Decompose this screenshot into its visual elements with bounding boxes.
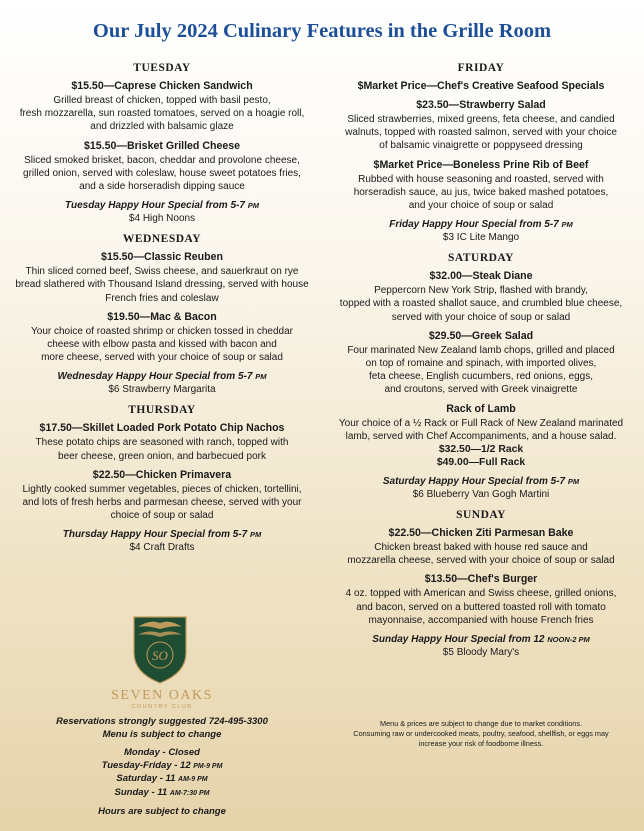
menu-item-description: walnuts, topped with roasted salmon, served with your choice bbox=[345, 127, 617, 139]
menu-item-title: $32.00—Steak Diane bbox=[429, 270, 533, 283]
happy-hour-value: $5 Bloody Mary's bbox=[442, 647, 520, 659]
happy-hour-title bbox=[318, 633, 644, 646]
happy-hour-special bbox=[318, 475, 644, 501]
hours-change-note: Hours are subject to change bbox=[98, 806, 226, 817]
menu-item-description: Peppercorn New York Strip, flashed with brandy, bbox=[374, 285, 588, 297]
menu-item-title: $15.50—Caprese Chicken Sandwich bbox=[71, 80, 253, 92]
day-heading: WEDNESDAY bbox=[122, 233, 202, 246]
menu-item-title: $Market Price—Chef's Creative Seafood Specials bbox=[357, 80, 605, 92]
menu-item-description: lamb, served with Chef Accompaniments, and a house salad. bbox=[345, 430, 617, 442]
hours-list bbox=[6, 747, 318, 800]
menu-item bbox=[318, 159, 644, 213]
menu-item-description: mozzarella cheese, served with your choice of soup or salad bbox=[347, 555, 615, 567]
menu-item-description: and bacon, served on a buttered toasted roll with tomato bbox=[356, 601, 606, 613]
happy-hour-value: $4 Craft Drafts bbox=[129, 542, 195, 554]
brand-name: SEVEN OAKS bbox=[111, 688, 213, 703]
menu-item-description: Grilled breast of chicken, topped with basil pesto, bbox=[53, 95, 271, 106]
menu-item-description: Four marinated New Zealand lamb chops, grilled and placed bbox=[347, 344, 615, 356]
day-heading: THURSDAY bbox=[128, 404, 196, 417]
menu-item-description: served with your choice of soup or salad bbox=[391, 311, 571, 323]
menu-item-description: of balsamic vinaigrette or poppyseed dressing bbox=[379, 140, 583, 152]
happy-hour-special bbox=[318, 218, 644, 244]
left-column bbox=[6, 62, 318, 562]
day-heading: SATURDAY bbox=[448, 252, 514, 265]
logo-monogram: SO bbox=[152, 648, 168, 663]
disclaimer-line: increase your risk of foodborne illness. bbox=[418, 739, 544, 748]
happy-hour-title-text: Sunday Happy Hour Special from 12 bbox=[372, 634, 545, 646]
menu-item bbox=[6, 140, 318, 194]
happy-hour-title-text: Tuesday Happy Hour Special from 5-7 bbox=[65, 200, 245, 212]
hours-suffix: PM-9 PM bbox=[193, 762, 223, 770]
menu-item-title: Rack of Lamb bbox=[446, 402, 516, 415]
hours-suffix: AM-9 PM bbox=[178, 776, 208, 783]
menu-item-description: Thin sliced corned beef, Swiss cheese, and sauerkraut on rye bbox=[25, 266, 299, 278]
happy-hour-title-text: Friday Happy Hour Special from 5-7 bbox=[389, 219, 559, 231]
menu-item-description: horseradish sauce, au jus, twice baked mashed potatoes, bbox=[353, 186, 609, 198]
menu-item-description: Rubbed with house seasoning and roasted, served with bbox=[358, 173, 604, 185]
happy-hour-time-suffix: PM bbox=[567, 477, 580, 487]
hours-text: Saturday - 11 bbox=[116, 773, 176, 784]
happy-hour-value: $4 High Noons bbox=[128, 213, 196, 225]
happy-hour-time-suffix: PM bbox=[247, 201, 259, 211]
happy-hour-title bbox=[318, 218, 644, 231]
menu-item bbox=[6, 422, 318, 462]
day-heading: TUESDAY bbox=[133, 62, 191, 74]
menu-item-description: choice of soup or salad bbox=[110, 510, 214, 522]
menu-item-title: $13.50—Chef's Burger bbox=[424, 573, 538, 586]
menu-item-description: grilled onion, served with coleslaw, house sweet potatoes fries, bbox=[23, 167, 301, 179]
menu-item bbox=[318, 270, 644, 324]
menu-item-description: bread slathered with Thousand Island dressing, served with house bbox=[15, 279, 309, 291]
menu-item bbox=[318, 99, 644, 153]
happy-hour-special bbox=[6, 528, 318, 554]
menu-item-description: and lots of fresh herbs and parmesan cheese, served with your bbox=[22, 497, 302, 509]
menu-item bbox=[318, 330, 644, 397]
day-heading: FRIDAY bbox=[457, 62, 505, 74]
menu-item bbox=[6, 469, 318, 523]
happy-hour-value: $6 Strawberry Margarita bbox=[108, 384, 216, 396]
menu-item-price-option: $32.50—1/2 Rack bbox=[438, 444, 524, 456]
menu-item-description: fresh mozzarella, sun roasted tomatoes, served on a hoagie roll, bbox=[19, 108, 305, 120]
menu-item-price-option: $49.00—Full Rack bbox=[436, 457, 526, 469]
happy-hour-title bbox=[6, 199, 318, 212]
menu-item-title: $22.50—Chicken Ziti Parmesan Bake bbox=[388, 527, 574, 540]
menu-item-description: Lightly cooked summer vegetables, pieces of chicken, tortellini, bbox=[22, 483, 302, 495]
menu-item bbox=[318, 573, 644, 627]
menu-item-description: Sliced strawberries, mixed greens, feta cheese, and candied bbox=[347, 114, 615, 125]
menu-change-note: Menu is subject to change bbox=[102, 728, 222, 740]
brand-subtitle: COUNTRY CLUB bbox=[131, 704, 193, 710]
menu-item-description: on top of romaine and spinach, with imported olives, bbox=[365, 358, 597, 370]
menu-item bbox=[318, 403, 644, 469]
menu-item-description: feta cheese, English cucumbers, red onions, eggs, bbox=[368, 371, 594, 383]
hours-text: Sunday - 11 bbox=[114, 786, 168, 798]
hours-row bbox=[6, 747, 318, 760]
menu-item-description: and croutons, served with Greek vinaigrette bbox=[384, 384, 578, 396]
hours-text: Tuesday-Friday - 12 bbox=[101, 759, 191, 771]
happy-hour-time-suffix: NOON-2 PM bbox=[547, 635, 590, 645]
menu-item-description: 4 oz. topped with American and Swiss cheese, grilled onions, bbox=[345, 588, 617, 600]
menu-item bbox=[6, 251, 318, 305]
disclaimer bbox=[318, 719, 644, 749]
happy-hour-title-text: Thursday Happy Hour Special from 5-7 bbox=[62, 529, 248, 541]
disclaimer-line: Consuming raw or undercooked meats, poultry, seafood, shellfish, or eggs may bbox=[353, 729, 609, 738]
menu-item-title: $29.50—Greek Salad bbox=[428, 329, 534, 342]
menu-item-description: These potato chips are seasoned with ranch, topped with bbox=[35, 437, 289, 449]
menu-item-description: topped with a roasted shallot sauce, and crumbled blue cheese, bbox=[339, 298, 623, 310]
right-column bbox=[318, 62, 644, 667]
menu-item-title: $15.50—Classic Reuben bbox=[101, 251, 223, 264]
seven-oaks-crest-logo bbox=[130, 613, 190, 685]
menu-item-description: Your choice of roasted shrimp or chicken tossed in cheddar bbox=[31, 325, 293, 337]
happy-hour-title bbox=[6, 528, 318, 541]
page-title: Our July 2024 Culinary Features in the Grille Room bbox=[92, 20, 552, 42]
menu-item-description: Chicken breast baked with house red sauce and bbox=[374, 542, 588, 554]
menu-item-title: $17.50—Skillet Loaded Pork Potato Chip Nachos bbox=[39, 422, 285, 435]
menu-item-description: mayonnaise, accompanied with house French fries bbox=[368, 614, 594, 626]
hours-row bbox=[6, 773, 318, 787]
menu-item-description: and drizzled with balsamic glaze bbox=[90, 121, 234, 133]
menu-item-title: $Market Price—Boneless Prine Rib of Beef bbox=[373, 158, 589, 171]
menu-item-description: French fries and coleslaw bbox=[105, 292, 219, 304]
happy-hour-title bbox=[6, 370, 318, 383]
menu-item-description: cheese with elbow pasta and kissed with bacon and bbox=[47, 339, 277, 351]
club-info bbox=[6, 716, 318, 819]
happy-hour-title-text: Saturday Happy Hour Special from 5-7 bbox=[382, 476, 566, 488]
disclaimer-line: Menu & prices are subject to change due to market conditions. bbox=[380, 719, 582, 728]
happy-hour-value: $6 Blueberry Van Gogh Martini bbox=[412, 489, 550, 501]
menu-item bbox=[6, 311, 318, 365]
reservations-text: Reservations strongly suggested 724-495-3300 bbox=[56, 716, 268, 727]
happy-hour-time-suffix: PM bbox=[250, 530, 262, 540]
happy-hour-title-text: Wednesday Happy Hour Special from 5-7 bbox=[57, 371, 253, 383]
hours-row bbox=[6, 760, 318, 774]
menu-item bbox=[318, 527, 644, 567]
menu-item-description: more cheese, served with your choice of soup or salad bbox=[41, 352, 283, 364]
happy-hour-value: $3 IC Lite Mango bbox=[442, 232, 520, 244]
happy-hour-special bbox=[6, 370, 318, 396]
menu-item-description: beer cheese, green onion, and barbecued pork bbox=[58, 450, 266, 462]
happy-hour-title bbox=[318, 475, 644, 488]
menu-item-description: and your choice of soup or salad bbox=[408, 200, 554, 212]
menu-item-description: Sliced smoked brisket, bacon, cheddar and provolone cheese, bbox=[24, 154, 300, 166]
hours-row bbox=[6, 787, 318, 801]
happy-hour-time-suffix: PM bbox=[561, 220, 573, 230]
menu-item-description: Your choice of a ½ Rack or Full Rack of New Zealand marinated bbox=[338, 417, 624, 429]
happy-hour-special bbox=[318, 633, 644, 659]
menu-item-title: $15.50—Brisket Grilled Cheese bbox=[83, 139, 241, 152]
hours-suffix: AM-7:30 PM bbox=[169, 789, 210, 797]
menu-item-title: $19.50—Mac & Bacon bbox=[107, 310, 217, 323]
menu-item-title: $23.50—Strawberry Salad bbox=[416, 99, 546, 111]
menu-item-title: $22.50—Chicken Primavera bbox=[92, 468, 232, 481]
menu-item bbox=[318, 80, 644, 93]
hours-text: Monday - Closed bbox=[123, 747, 200, 758]
happy-hour-time-suffix: PM bbox=[255, 372, 267, 382]
happy-hour-special bbox=[6, 199, 318, 225]
menu-item bbox=[6, 80, 318, 134]
menu-item-description: and a side horseradish dipping sauce bbox=[79, 181, 245, 193]
day-heading: SUNDAY bbox=[456, 509, 506, 522]
